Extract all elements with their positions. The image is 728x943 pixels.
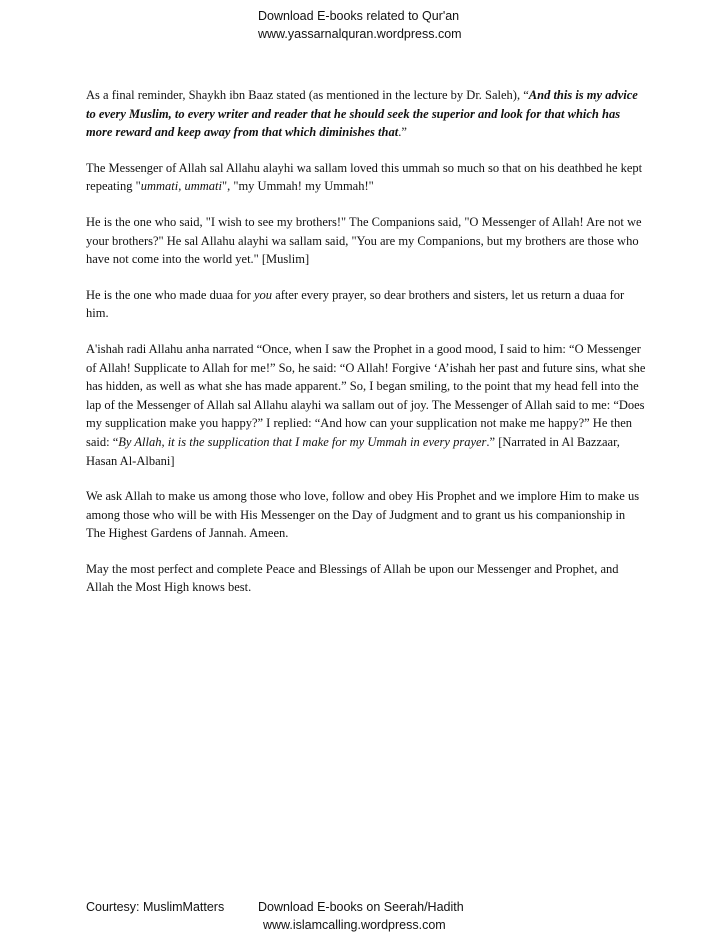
italic-you: you [254,287,273,302]
footer-download-text: Download E-books on Seerah/Hadith [258,900,464,914]
header-download-text: Download E-books related to Qur'an [258,9,460,23]
document-body [86,86,646,614]
emphasis-quote: And this is my advice to every Muslim, to every writer and reader that he should seek the superior and look for that which has more reward and keep away from that which diminishes that [86,88,638,140]
paragraph-brothers: He is the one who said, "I wish to see my brothers!" The Companions said, "O Messenger of Allah! Are not we your brothers?" He sal Allahu alayhi wa sallam said, "You are my Companions, but my brothers are those who have not come into the world yet." [Muslim] [86,214,642,267]
paragraph-deathbed: The Messenger of Allah sal Allahu alayhi wa sallam loved this ummah so much so that on his deathbed he kept repeating "ummati, ummati", "my Ummah! my Ummah!" [86,160,643,194]
italic-ummati: ummati, ummati [140,179,222,194]
italic-supplication: By Allah, it is the supplication that I make for my Ummah in every prayer [118,434,487,449]
paragraph-duaa: He is the one who made duaa for you after every prayer, so dear brothers and sisters, let us return a duaa for him. [86,287,625,321]
paragraph-aishah: A'ishah radi Allahu anha narrated “Once, when I saw the Prophet in a good mood, I said to him: “O Messenger of Allah! Supplicate to Allah for me!” So, he said: “O Allah! Forgive ‘A’ishah her past and future sins, what she has hidden, as well as what she has made apparent.” So, I began smiling, to the point that my head fell into the lap of the Messenger of Allah sal Allahu alayhi wa sallam out of joy. The Messenger of Allah said to me: “Does my supplication make you happy?” I replied: “And how can your supplication not make me happy?” He then said: “By Allah, it is the supplication that I make for my Ummah in every prayer.” [Narrated in Al Bazzaar, Hasan Al-Albani] [86,341,646,468]
footer-download [258,898,464,934]
header-url: www.yassarnalquran.wordpress.com [258,27,462,41]
page-header [258,7,462,43]
paragraph-final-reminder: As a final reminder, Shaykh ibn Baaz stated (as mentioned in the lecture by Dr. Saleh), “And this is my advice to every Muslim, to every writer and reader that he should seek the superior and look for that which has more reward and keep away from that which diminishes that.” [86,88,638,140]
paragraph-final-blessings: May the most perfect and complete Peace and Blessings of Allah be upon our Messenger and Prophet, and Allah the Most High knows best. [86,561,619,595]
paragraph-closing-prayer: We ask Allah to make us among those who love, follow and obey His Prophet and we implore Him to make us among those who will be with His Messenger on the Day of Judgment and to grant us his companionship in The Highest Gardens of Jannah. Ameen. [86,489,640,541]
footer-courtesy: Courtesy: MuslimMatters [86,900,225,914]
footer-url: www.islamcalling.wordpress.com [263,918,446,932]
